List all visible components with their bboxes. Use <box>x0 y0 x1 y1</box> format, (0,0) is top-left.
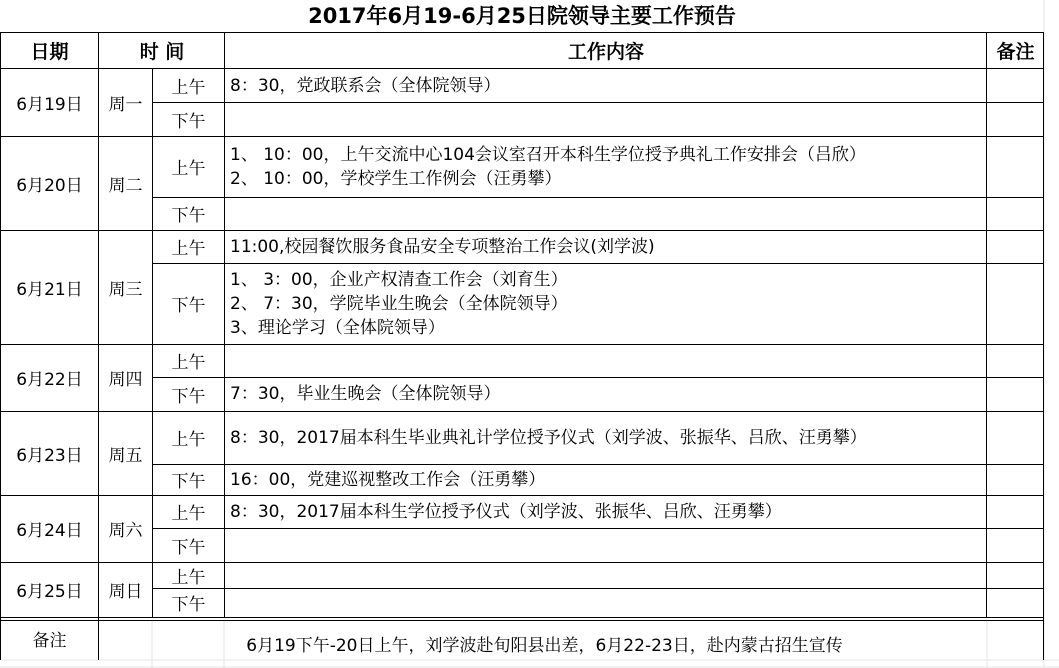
period-pm-cell: 下午 <box>171 537 206 558</box>
work-item: 8：30，党政联系会（全体院领导） <box>230 75 501 96</box>
work-item: 11:00,校园餐饮服务食品安全专项整治工作会议(刘学波) <box>230 236 655 257</box>
work-cell-am <box>225 495 987 528</box>
work-item: 1、 10：00，上午交流中心104会议室召开本科生学位授予典礼工作安排会（吕欣） <box>230 144 866 165</box>
remark-cell <box>987 411 1044 464</box>
period-pm-cell: 下午 <box>171 111 206 132</box>
period-am-cell: 上午 <box>171 567 206 588</box>
weekday-cell: 周二 <box>108 175 143 196</box>
period-am-cell: 上午 <box>171 353 206 373</box>
work-item: 2、 10：00，学校学生工作例会（汪勇攀） <box>230 168 562 189</box>
work-cell-pm <box>225 377 987 411</box>
period-pm-cell: 下午 <box>171 386 206 407</box>
date-cell: 6月25日 <box>16 582 83 602</box>
date-cell: 6月20日 <box>16 175 83 196</box>
remark-cell <box>987 69 1044 102</box>
period-am-cell: 上午 <box>171 78 206 98</box>
remark-cell <box>987 344 1044 377</box>
remark-cell <box>987 588 1044 617</box>
weekday-cell: 周三 <box>108 279 143 300</box>
work-cell-pm <box>225 464 987 495</box>
remark-cell <box>987 528 1044 562</box>
date-cell: 6月24日 <box>16 521 83 541</box>
period-pm-cell: 下午 <box>171 206 206 226</box>
work-cell-pm <box>225 528 987 562</box>
remark-cell <box>987 197 1044 230</box>
remark-cell <box>987 464 1044 495</box>
period-am-cell: 上午 <box>171 239 206 259</box>
weekday-cell: 周一 <box>108 95 143 115</box>
header-work: 工作内容 <box>567 41 644 63</box>
work-cell-am <box>225 230 987 263</box>
work-item: 3、理论学习（全体院领导） <box>230 317 445 338</box>
period-am-cell: 上午 <box>171 504 206 524</box>
work-item: 1、 3：00，企业产权清查工作会（刘育生） <box>230 269 568 290</box>
date-cell: 6月19日 <box>16 95 83 115</box>
period-pm-cell: 下午 <box>171 296 206 316</box>
period-pm-cell: 下午 <box>171 472 206 492</box>
remark-cell <box>987 495 1044 528</box>
work-cell-am <box>225 69 987 102</box>
page-title: 2017年6月19-6月25日院领导主要工作预告 <box>308 4 736 28</box>
period-pm-cell: 下午 <box>171 595 206 615</box>
work-cell-pm <box>225 263 987 344</box>
header-remark: 备注 <box>996 41 1035 63</box>
work-item: 8：30，2017届本科生毕业典礼计学位授予仪式（刘学波、张振华、吕欣、汪勇攀） <box>230 427 867 448</box>
work-cell-am <box>225 562 987 588</box>
weekday-cell: 周四 <box>108 370 143 390</box>
date-cell: 6月23日 <box>16 445 83 466</box>
remark-cell <box>987 136 1044 197</box>
work-cell-pm <box>225 588 987 617</box>
work-item: 16：00，党建巡视整改工作会（汪勇攀） <box>230 469 546 490</box>
remark-cell <box>987 102 1044 136</box>
remark-cell <box>987 562 1044 588</box>
date-cell: 6月21日 <box>16 279 83 300</box>
work-cell-pm <box>225 197 987 230</box>
remark-cell <box>987 377 1044 411</box>
remark-cell <box>987 230 1044 263</box>
work-item: 8：30，2017届本科生学位授予仪式（刘学波、张振华、吕欣、汪勇攀） <box>230 501 782 522</box>
work-item: 2、 7：30，学院毕业生晚会（全体院领导） <box>230 293 568 314</box>
remark-cell <box>987 263 1044 344</box>
weekday-cell: 周日 <box>108 582 143 602</box>
work-cell-am <box>225 136 987 197</box>
footer-note: 6月19下午-20日上午，刘学波赴旬阳县出差，6月22-23日，赴内蒙古招生宣传 <box>246 636 843 656</box>
period-am-cell: 上午 <box>171 430 206 450</box>
period-am-cell: 上午 <box>171 159 206 179</box>
work-item: 7：30，毕业生晚会（全体院领导） <box>230 384 501 404</box>
work-cell-am <box>225 411 987 464</box>
footer-label: 备注 <box>32 630 67 651</box>
date-cell: 6月22日 <box>16 370 83 390</box>
work-cell-pm <box>225 102 987 136</box>
weekday-cell: 周五 <box>108 445 143 466</box>
header-time: 时 间 <box>139 41 185 63</box>
header-date: 日期 <box>30 41 69 63</box>
work-cell-am <box>225 344 987 377</box>
weekday-cell: 周六 <box>108 521 143 541</box>
